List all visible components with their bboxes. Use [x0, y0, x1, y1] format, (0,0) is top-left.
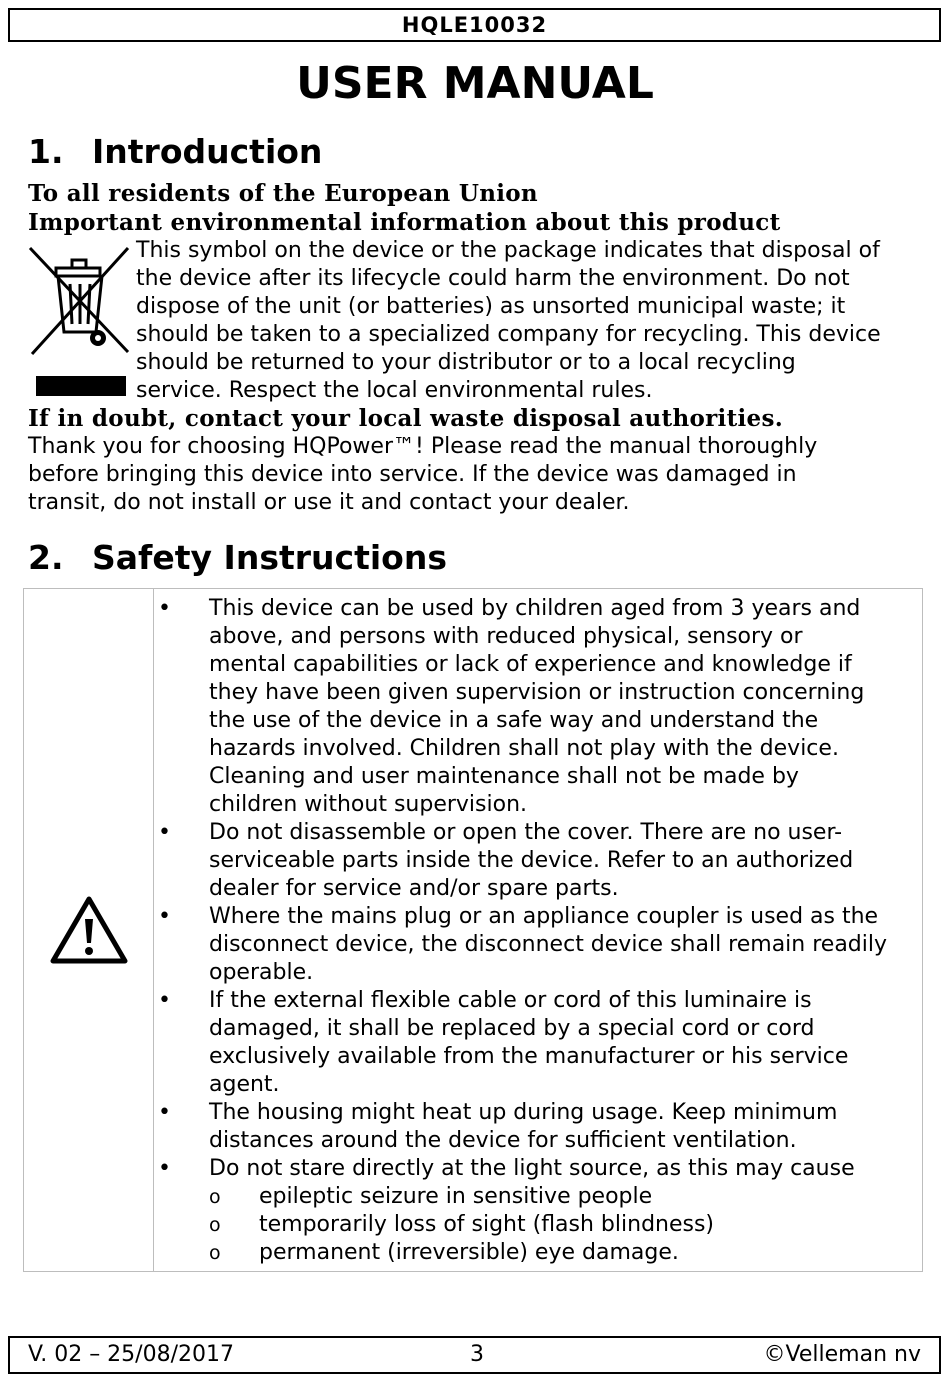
- bullet-icon: •: [158, 1100, 171, 1125]
- text-line: service. Respect the local environmental rules.: [136, 378, 653, 403]
- section-number: 2.: [28, 538, 64, 577]
- footer: [8, 1336, 941, 1374]
- text-line: hazards involved. Children shall not play with the device.: [209, 736, 839, 761]
- warning-triangle-icon: [50, 895, 128, 965]
- doubt-line: If in doubt, contact your local waste disposal authorities.: [28, 405, 784, 432]
- text-line: Do not stare directly at the light source, as this may cause: [209, 1156, 855, 1181]
- thanks-paragraph: [28, 433, 928, 517]
- text-line: the use of the device in a safe way and understand the: [209, 708, 819, 733]
- bullet-icon: •: [158, 820, 171, 845]
- section-heading-safety: [28, 538, 447, 578]
- list-item: [154, 987, 924, 1099]
- footer-page-number: 3: [470, 1342, 484, 1367]
- text-line: above, and persons with reduced physical, sensory or: [209, 624, 803, 649]
- sub-list-item: [209, 1183, 924, 1211]
- list-item: [154, 1099, 924, 1155]
- text-line: should be returned to your distributor or to a local recycling: [136, 350, 796, 375]
- bullet-icon: •: [158, 596, 171, 621]
- text-line: exclusively available from the manufacturer or his service: [209, 1044, 849, 1069]
- text-line: This symbol on the device or the package indicates that disposal of: [136, 238, 880, 263]
- section-title: Introduction: [92, 132, 323, 171]
- text-line: before bringing this device into service. If the device was damaged in: [28, 462, 797, 487]
- text-line: dispose of the unit (or batteries) as unsorted municipal waste; it: [136, 294, 846, 319]
- weee-bin-icon: [28, 240, 132, 404]
- text-line: If the external flexible cable or cord of this luminaire is: [209, 988, 812, 1013]
- circle-bullet-icon: o: [209, 1186, 221, 1208]
- text-line: they have been given supervision or instruction concerning: [209, 680, 865, 705]
- bullet-icon: •: [158, 904, 171, 929]
- sub-list-item: [209, 1239, 924, 1267]
- text-line: operable.: [209, 960, 314, 985]
- text-line: should be taken to a specialized company for recycling. This device: [136, 322, 881, 347]
- environmental-info-line: Important environmental information about this product: [28, 209, 781, 236]
- weee-paragraph: [136, 237, 936, 405]
- eu-residents-line: To all residents of the European Union: [28, 180, 538, 207]
- text-line: children without supervision.: [209, 792, 528, 817]
- text-line: Do not disassemble or open the cover. There are no user-: [209, 820, 843, 845]
- sub-list: [209, 1183, 924, 1267]
- text-line: the device after its lifecycle could harm the environment. Do not: [136, 266, 850, 291]
- text-line: transit, do not install or use it and contact your dealer.: [28, 490, 630, 515]
- list-item: [154, 903, 924, 987]
- text-line: The housing might heat up during usage. Keep minimum: [209, 1100, 838, 1125]
- text-line: disconnect device, the disconnect device shall remain readily: [209, 932, 888, 957]
- footer-copyright: ©Velleman nv: [763, 1342, 921, 1367]
- circle-bullet-icon: o: [209, 1242, 221, 1264]
- text-line: mental capabilities or lack of experience and knowledge if: [209, 652, 852, 677]
- section-number: 1.: [28, 132, 64, 171]
- text-line: agent.: [209, 1072, 280, 1097]
- bullet-icon: •: [158, 1156, 171, 1181]
- section-title: Safety Instructions: [92, 538, 447, 577]
- list-item: [154, 819, 924, 903]
- text-line: serviceable parts inside the device. Refer to an authorized: [209, 848, 854, 873]
- sub-item-text: permanent (irreversible) eye damage.: [259, 1240, 679, 1265]
- text-line: damaged, it shall be replaced by a special cord or cord: [209, 1016, 815, 1041]
- sub-list-item: [209, 1211, 924, 1239]
- text-line: distances around the device for sufficient ventilation.: [209, 1128, 797, 1153]
- text-line: dealer for service and/or spare parts.: [209, 876, 619, 901]
- section-heading-introduction: [28, 132, 322, 172]
- text-line: This device can be used by children aged from 3 years and: [209, 596, 861, 621]
- footer-version: V. 02 – 25/08/2017: [28, 1342, 234, 1367]
- sub-item-text: temporarily loss of sight (flash blindness): [259, 1212, 715, 1237]
- page-title: USER MANUAL: [296, 58, 654, 109]
- list-item: [154, 595, 924, 819]
- safety-table: [23, 588, 923, 1272]
- sub-item-text: epileptic seizure in sensitive people: [259, 1184, 653, 1209]
- list-item: [154, 1155, 924, 1267]
- safety-list: [154, 595, 924, 1267]
- model-number: HQLE10032: [401, 13, 548, 37]
- header-model-box: [8, 8, 941, 42]
- bullet-icon: •: [158, 988, 171, 1013]
- text-line: Cleaning and user maintenance shall not be made by: [209, 764, 799, 789]
- circle-bullet-icon: o: [209, 1214, 221, 1236]
- text-line: Where the mains plug or an appliance coupler is used as the: [209, 904, 879, 929]
- text-line: Thank you for choosing HQPower™! Please read the manual thoroughly: [28, 434, 818, 459]
